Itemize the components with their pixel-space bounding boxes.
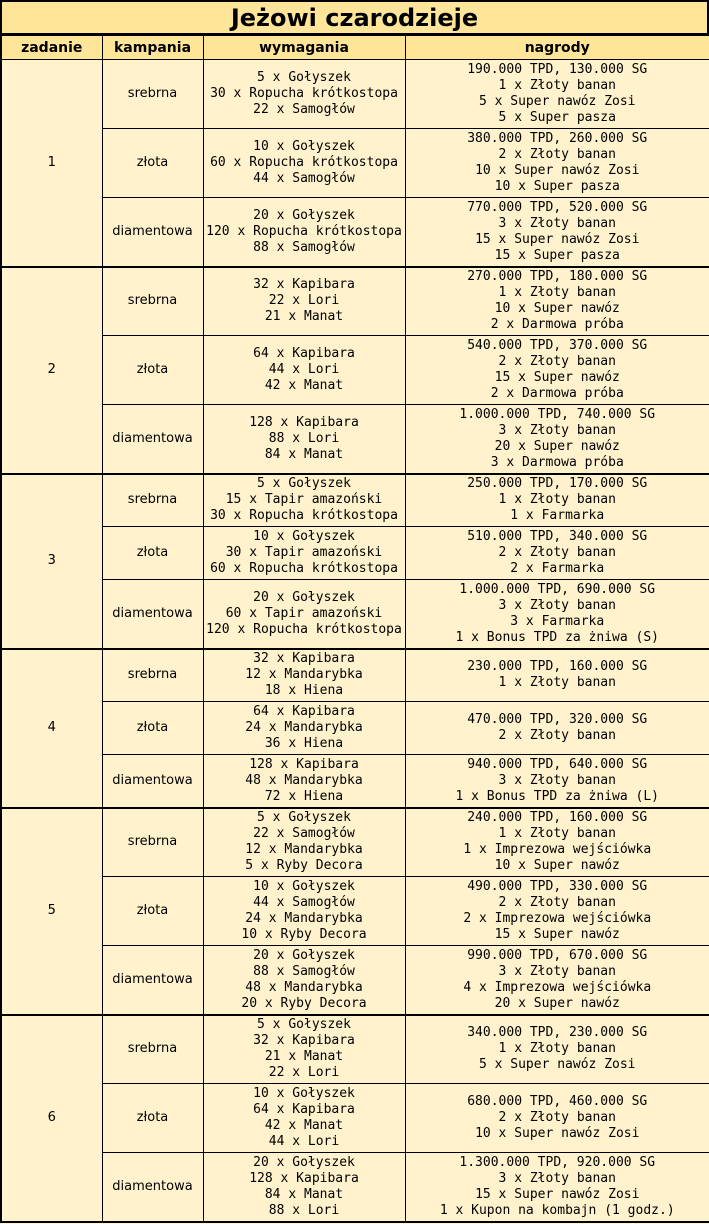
reward-line: 3 x Farmarka <box>510 613 605 629</box>
requirements-cell <box>203 527 405 580</box>
requirement-line: 128 x Kapibara <box>249 756 359 772</box>
requirement-line: 30 x Ropucha krótkostopa <box>210 86 398 101</box>
reward-line: 5 x Super nawóz Zosi <box>478 1057 636 1073</box>
requirement-line: 5 x Gołyszek <box>257 1017 351 1033</box>
reward-line: 2 x Imprezowa wejściówka <box>463 911 652 926</box>
campaign-cell: srebrna <box>102 649 203 702</box>
reward-line: 1.000.000 TPD, 690.000 SG <box>459 581 656 597</box>
requirement-line: 20 x Ryby Decora <box>241 995 367 1011</box>
rewards-cell <box>405 1084 709 1153</box>
reward-line: 1 x Złoty banan <box>498 675 616 691</box>
requirements-cell <box>203 755 405 808</box>
reward-line: 2 x Złoty banan <box>498 728 616 743</box>
requirement-line: 15 x Tapir amazoński <box>225 492 383 508</box>
reward-line: 1 x Złoty banan <box>498 1041 616 1057</box>
reward-line: 680.000 TPD, 460.000 SG <box>467 1094 648 1109</box>
rewards-cell <box>405 267 709 336</box>
campaign-cell: diamentowa <box>102 946 203 1015</box>
table-row <box>1 1084 709 1153</box>
campaign-cell: złota <box>102 527 203 580</box>
rewards-cell <box>405 1153 709 1222</box>
requirement-line: 84 x Manat <box>264 446 344 462</box>
requirement-line: 42 x Manat <box>264 1118 344 1133</box>
table-row <box>1 60 709 129</box>
header-nagrody: nagrody <box>405 36 709 60</box>
rewards-cell <box>405 702 709 755</box>
requirement-line: 22 x Samogłów <box>253 102 355 117</box>
reward-line: 1 x Złoty banan <box>498 78 616 93</box>
requirement-line: 20 x Gołyszek <box>253 947 355 963</box>
campaign-cell: srebrna <box>102 267 203 336</box>
requirement-line: 72 x Hiena <box>264 788 344 804</box>
requirement-line: 22 x Lori <box>268 1065 340 1081</box>
reward-line: 2 x Złoty banan <box>498 1110 616 1125</box>
requirements-cell <box>203 649 405 702</box>
requirement-line: 30 x Tapir amazoński <box>225 545 383 560</box>
requirement-line: 5 x Gołyszek <box>257 810 351 826</box>
requirements-cell <box>203 808 405 877</box>
campaign-cell: diamentowa <box>102 1153 203 1222</box>
reward-line: 15 x Super nawóz Zosi <box>475 231 640 247</box>
rewards-cell <box>405 60 709 129</box>
rewards-cell <box>405 474 709 527</box>
reward-line: 20 x Super nawóz <box>494 995 620 1011</box>
requirement-line: 84 x Manat <box>264 1186 344 1202</box>
reward-line: 10 x Super nawóz Zosi <box>475 1126 640 1141</box>
task-number: 6 <box>1 1015 102 1222</box>
requirement-line: 32 x Kapibara <box>253 1033 355 1049</box>
task-number: 4 <box>1 649 102 808</box>
quest-table <box>0 35 709 1223</box>
requirement-line: 21 x Manat <box>264 309 344 325</box>
reward-line: 270.000 TPD, 180.000 SG <box>467 269 648 285</box>
requirement-line: 32 x Kapibara <box>253 651 355 667</box>
reward-line: 470.000 TPD, 320.000 SG <box>467 712 648 727</box>
rewards-cell <box>405 755 709 808</box>
reward-line: 250.000 TPD, 170.000 SG <box>467 476 648 492</box>
table-row <box>1 267 709 336</box>
task-number: 1 <box>1 60 102 267</box>
rewards-cell <box>405 527 709 580</box>
requirement-line: 120 x Ropucha krótkostopa <box>206 223 402 239</box>
header-zadanie: zadanie <box>1 36 102 60</box>
campaign-cell: srebrna <box>102 474 203 527</box>
reward-line: 15 x Super nawóz <box>494 927 620 942</box>
reward-line: 10 x Super nawóz <box>494 858 620 874</box>
table-row <box>1 808 709 877</box>
rewards-cell <box>405 129 709 198</box>
campaign-cell: złota <box>102 1084 203 1153</box>
rewards-cell <box>405 1015 709 1084</box>
campaign-cell: złota <box>102 336 203 405</box>
table-row <box>1 474 709 527</box>
reward-line: 10 x Super pasza <box>494 179 620 194</box>
requirement-line: 20 x Gołyszek <box>253 1154 355 1170</box>
requirement-line: 42 x Manat <box>264 378 344 393</box>
reward-line: 230.000 TPD, 160.000 SG <box>467 659 648 675</box>
requirement-line: 22 x Lori <box>268 293 340 309</box>
header-kampania: kampania <box>102 36 203 60</box>
table-row <box>1 405 709 474</box>
requirement-line: 24 x Mandarybka <box>245 911 363 926</box>
requirement-line: 128 x Kapibara <box>249 414 359 430</box>
table-row <box>1 946 709 1015</box>
requirements-cell <box>203 946 405 1015</box>
reward-line: 10 x Super nawóz Zosi <box>475 163 640 178</box>
requirement-line: 5 x Gołyszek <box>257 70 351 85</box>
requirements-cell <box>203 1015 405 1084</box>
reward-line: 1 x Złoty banan <box>498 285 616 301</box>
reward-line: 1 x Bonus TPD za żniwa (L) <box>455 788 659 804</box>
requirement-line: 20 x Gołyszek <box>253 589 355 605</box>
reward-line: 3 x Złoty banan <box>498 772 616 788</box>
page-title: Jeżowi czarodzieje <box>0 0 709 35</box>
reward-line: 2 x Złoty banan <box>498 545 616 560</box>
header-wymagania: wymagania <box>203 36 405 60</box>
requirement-line: 10 x Ryby Decora <box>241 927 367 942</box>
campaign-cell: srebrna <box>102 60 203 129</box>
reward-line: 190.000 TPD, 130.000 SG <box>467 62 648 77</box>
reward-line: 380.000 TPD, 260.000 SG <box>467 131 648 146</box>
rewards-cell <box>405 808 709 877</box>
reward-line: 1 x Złoty banan <box>498 826 616 842</box>
table-row <box>1 1015 709 1084</box>
requirement-line: 30 x Ropucha krótkostopa <box>210 508 398 524</box>
requirement-line: 10 x Gołyszek <box>253 879 355 894</box>
reward-line: 15 x Super pasza <box>494 247 620 263</box>
campaign-cell: diamentowa <box>102 580 203 649</box>
reward-line: 1 x Imprezowa wejściówka <box>463 842 652 858</box>
reward-line: 3 x Złoty banan <box>498 422 616 438</box>
requirement-line: 10 x Gołyszek <box>253 529 355 544</box>
reward-line: 3 x Złoty banan <box>498 963 616 979</box>
task-number: 2 <box>1 267 102 474</box>
reward-line: 1 x Kupon na kombajn (1 godz.) <box>439 1202 675 1218</box>
requirement-line: 18 x Hiena <box>264 683 344 699</box>
reward-line: 1 x Farmarka <box>510 508 605 524</box>
requirements-cell <box>203 267 405 336</box>
reward-line: 240.000 TPD, 160.000 SG <box>467 810 648 826</box>
table-row <box>1 336 709 405</box>
requirement-line: 24 x Mandarybka <box>245 720 363 735</box>
reward-line: 1 x Bonus TPD za żniwa (S) <box>455 629 659 645</box>
reward-line: 20 x Super nawóz <box>494 438 620 454</box>
reward-line: 10 x Super nawóz <box>494 301 620 317</box>
requirements-cell <box>203 702 405 755</box>
requirement-line: 60 x Ropucha krótkostopa <box>210 155 398 170</box>
campaign-cell: złota <box>102 702 203 755</box>
reward-line: 3 x Darmowa próba <box>490 454 624 470</box>
requirement-line: 22 x Samogłów <box>253 826 355 842</box>
requirement-line: 44 x Lori <box>268 1134 340 1149</box>
requirement-line: 44 x Samogłów <box>253 171 355 186</box>
requirement-line: 88 x Samogłów <box>253 963 355 979</box>
requirement-line: 120 x Ropucha krótkostopa <box>206 621 402 637</box>
requirement-line: 88 x Lori <box>268 1202 340 1218</box>
campaign-cell: srebrna <box>102 1015 203 1084</box>
requirements-cell <box>203 580 405 649</box>
requirement-line: 10 x Gołyszek <box>253 1086 355 1101</box>
task-number: 3 <box>1 474 102 649</box>
rewards-cell <box>405 198 709 267</box>
reward-line: 340.000 TPD, 230.000 SG <box>467 1025 648 1041</box>
reward-line: 490.000 TPD, 330.000 SG <box>467 879 648 894</box>
requirement-line: 20 x Gołyszek <box>253 207 355 223</box>
reward-line: 1.000.000 TPD, 740.000 SG <box>459 406 656 422</box>
requirements-cell <box>203 60 405 129</box>
reward-line: 3 x Złoty banan <box>498 597 616 613</box>
requirements-cell <box>203 198 405 267</box>
reward-line: 770.000 TPD, 520.000 SG <box>467 199 648 215</box>
reward-line: 990.000 TPD, 670.000 SG <box>467 947 648 963</box>
requirement-line: 44 x Samogłów <box>253 895 355 910</box>
requirement-line: 10 x Gołyszek <box>253 139 355 154</box>
table-row <box>1 755 709 808</box>
requirement-line: 44 x Lori <box>268 362 340 377</box>
table-row <box>1 649 709 702</box>
rewards-cell <box>405 336 709 405</box>
reward-line: 2 x Farmarka <box>510 561 605 576</box>
requirement-line: 36 x Hiena <box>264 736 344 751</box>
reward-line: 15 x Super nawóz <box>494 370 620 385</box>
table-row <box>1 702 709 755</box>
requirements-cell <box>203 129 405 198</box>
reward-line: 940.000 TPD, 640.000 SG <box>467 756 648 772</box>
requirements-cell <box>203 1084 405 1153</box>
task-number: 5 <box>1 808 102 1015</box>
requirement-line: 48 x Mandarybka <box>245 772 363 788</box>
requirement-line: 12 x Mandarybka <box>245 667 363 683</box>
table-row <box>1 1153 709 1222</box>
campaign-cell: diamentowa <box>102 405 203 474</box>
quest-table-body <box>1 60 709 1222</box>
reward-line: 2 x Darmowa próba <box>490 317 624 333</box>
requirement-line: 64 x Kapibara <box>253 704 355 719</box>
reward-line: 5 x Super pasza <box>498 110 616 125</box>
requirement-line: 21 x Manat <box>264 1049 344 1065</box>
requirement-line: 64 x Kapibara <box>253 346 355 361</box>
reward-line: 540.000 TPD, 370.000 SG <box>467 338 648 353</box>
requirement-line: 128 x Kapibara <box>249 1170 359 1186</box>
requirement-line: 60 x Tapir amazoński <box>225 605 383 621</box>
campaign-cell: złota <box>102 877 203 946</box>
campaign-cell: diamentowa <box>102 198 203 267</box>
requirements-cell <box>203 877 405 946</box>
reward-line: 3 x Złoty banan <box>498 215 616 231</box>
campaign-cell: srebrna <box>102 808 203 877</box>
reward-line: 3 x Złoty banan <box>498 1170 616 1186</box>
reward-line: 1 x Złoty banan <box>498 492 616 508</box>
requirements-cell <box>203 336 405 405</box>
requirement-line: 12 x Mandarybka <box>245 842 363 858</box>
header-row <box>1 36 709 60</box>
requirements-cell <box>203 405 405 474</box>
reward-line: 2 x Darmowa próba <box>490 386 624 401</box>
rewards-cell <box>405 580 709 649</box>
requirement-line: 48 x Mandarybka <box>245 979 363 995</box>
reward-line: 2 x Złoty banan <box>498 147 616 162</box>
table-row <box>1 129 709 198</box>
campaign-cell: złota <box>102 129 203 198</box>
rewards-cell <box>405 649 709 702</box>
reward-line: 510.000 TPD, 340.000 SG <box>467 529 648 544</box>
table-row <box>1 198 709 267</box>
reward-line: 1.300.000 TPD, 920.000 SG <box>459 1154 656 1170</box>
reward-line: 4 x Imprezowa wejściówka <box>463 979 652 995</box>
reward-line: 2 x Złoty banan <box>498 354 616 369</box>
rewards-cell <box>405 946 709 1015</box>
requirements-cell <box>203 1153 405 1222</box>
table-row <box>1 527 709 580</box>
campaign-cell: diamentowa <box>102 755 203 808</box>
reward-line: 2 x Złoty banan <box>498 895 616 910</box>
requirement-line: 5 x Ryby Decora <box>245 858 363 874</box>
requirement-line: 64 x Kapibara <box>253 1102 355 1117</box>
requirement-line: 88 x Samogłów <box>253 239 355 255</box>
requirement-line: 32 x Kapibara <box>253 277 355 293</box>
reward-line: 5 x Super nawóz Zosi <box>478 94 636 109</box>
requirement-line: 5 x Gołyszek <box>257 476 351 492</box>
rewards-cell <box>405 877 709 946</box>
rewards-cell <box>405 405 709 474</box>
table-row <box>1 877 709 946</box>
requirements-cell <box>203 474 405 527</box>
table-row <box>1 580 709 649</box>
requirement-line: 60 x Ropucha krótkostopa <box>210 561 398 576</box>
requirement-line: 88 x Lori <box>268 430 340 446</box>
reward-line: 15 x Super nawóz Zosi <box>475 1186 640 1202</box>
